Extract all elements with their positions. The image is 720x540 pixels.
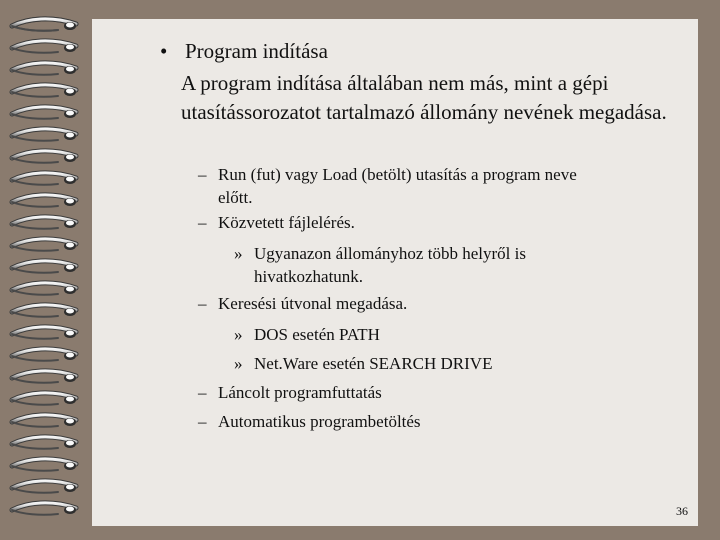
list-marker: » — [234, 244, 243, 263]
list-item-text: Láncolt programfuttatás — [218, 383, 382, 402]
list-item-text: Ugyanazon állományhoz több helyről is — [254, 244, 526, 263]
list-item-text: Automatikus programbetöltés — [218, 412, 421, 431]
list-item-text: Közvetett fájlelérés. — [218, 213, 355, 232]
title-bullet: • — [160, 39, 168, 63]
list-marker: » — [234, 354, 243, 373]
list-marker: – — [198, 412, 207, 431]
list-item-text: hivatkozhatunk. — [254, 267, 364, 286]
list-marker: – — [198, 294, 207, 313]
slide-title: Program indítása — [185, 39, 328, 63]
list-marker: – — [198, 165, 207, 184]
list-item-text: Net.Ware esetén SEARCH DRIVE — [254, 354, 493, 373]
list-item-text: DOS esetén PATH — [254, 325, 380, 344]
page-number: 36 — [676, 504, 688, 518]
list-item-text: Keresési útvonal megadása. — [218, 294, 408, 313]
list-marker: » — [234, 325, 243, 344]
list-marker: – — [198, 383, 207, 402]
list-marker: – — [198, 213, 207, 232]
main-paragraph: A program indítása általában nem más, mint a gépi utasítássorozatot tartalmazó állomány nevének megadása. — [181, 71, 667, 124]
list-item-text: Run (fut) vagy Load (betölt) utasítás a program neve — [218, 165, 577, 184]
list-item-text: előtt. — [218, 188, 253, 207]
